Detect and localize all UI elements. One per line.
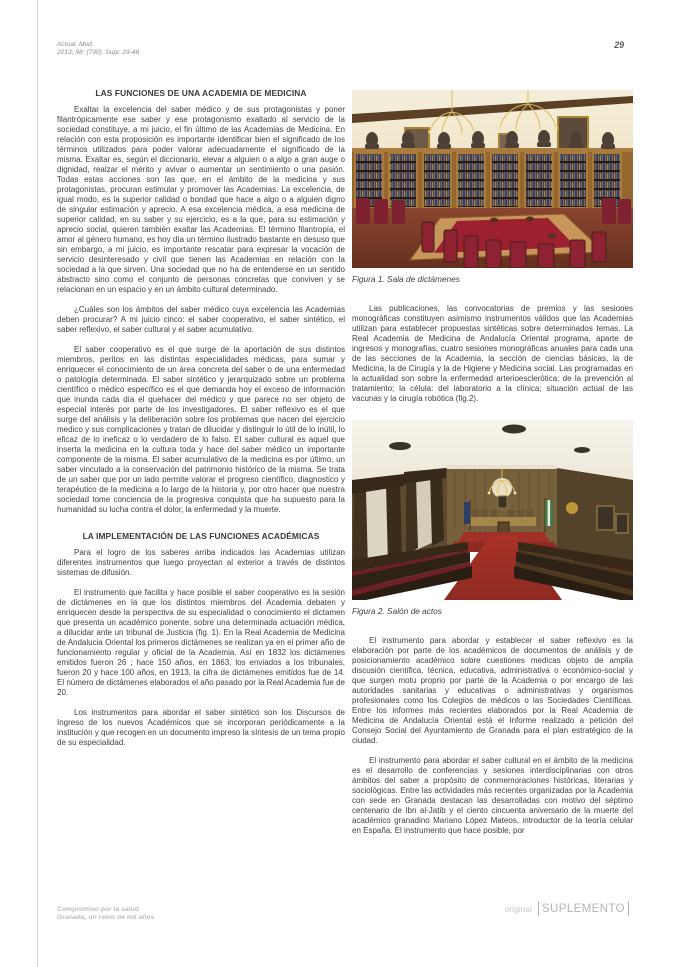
figure-2 <box>352 420 633 616</box>
paragraph: El instrumento para abordar y establecer el saber reflexivo es la elaboración por parte de los académicos de documentos de análisis y de posicionamiento académico sobre cuestiones medicas objeto de amplia discusión científica, técnica, educativa, administrativa o económico-social y que surgen motu proprio por parte de la Academia o por encargo de las autoridades sanitarias y educativas o administrativas y organismos profesionales como los Colegios de médicos o las Sociedades Científicas. Entre los informes más recientes elaborados por la Real Academia de Medicina de Andalucía Oriental está el Informe realizado a petición del Consejo Social del Ayuntamiento de Granada para el plan estratégico de la ciudad. <box>352 636 633 745</box>
figure1-caption: Figura 1. Sala de dictámenes <box>352 274 460 284</box>
footer-slogan <box>57 906 154 922</box>
section-title-implementacion: LA IMPLEMENTACIÓN DE LAS FUNCIONES ACADÉMICAS <box>82 531 320 541</box>
page-number: 29 <box>614 40 624 50</box>
footer-suplemento-label: SUPLEMENTO <box>541 902 625 915</box>
footer-divider-bar <box>538 901 539 916</box>
right-column <box>352 90 633 846</box>
footer-section-label <box>505 901 632 916</box>
paragraph: El instrumento para abordar el saber cultural en el ámbito de la medicina es el desarrollo de conferencias y sesiones interdisciplinarias con otros ámbitos del saber a propósito de conmemoraciones históricas, literarias y sociológicas. Entre las actividades más recientes organizadas por la Academia con sede en Granada destacan las desarrolladas con motivo del séptimo centenario de Ibn al-Jaṭib y el ciento cincuenta aniversario de la muerte del académico granadino Mariano López Mateos, introductor de la teoría celular en España. El instrumento que hace posible, por <box>352 756 633 835</box>
figure-1 <box>352 90 633 284</box>
figure2-caption: Figura 2. Salón de actos <box>352 606 442 616</box>
section-title-funciones: LAS FUNCIONES DE UNA ACADEMIA DE MEDICINA <box>95 88 307 98</box>
footer-original-label: original <box>504 903 532 914</box>
figure1-photo-sala-de-dictamenes <box>352 90 633 268</box>
journal-reference-line2: 2013; 98: (790). Supl. 29-48 <box>57 48 140 56</box>
paragraph: El instrumento que facilita y hace posible el saber cooperativo es la sesión de dictámenes en la que los distintos miembros del Academia debaten y enriquecen desde la perspectiva de su especialidad o conocimiento el dictamen que presenta un académico ponente, sobre una determinada actuación médica, a dilucidar ante un tribunal de Justicia (fig. 1). En la Real Academia de Medicina de Andalucia Oriental los primeros dictámenes se realizan ya en el primer año de funcionamiento regular y oficial de la Academia. Así en 1832 los dictámenes emitidos fueron 26 ; hace 150 años, en 1863, los enviados a los tribunales, fueron 20 y hace 100 años, en 1913, la cifra de dictámenes emitidos fue de 14. El número de dictámenes elaborados el año pasado por la Real Academia fue de 20. <box>57 588 345 697</box>
paragraph: Exaltar la excelencia del saber médico y de sus protagonistas y poner filantrópicamente ese saber y ese protagonismo exaltado al servicio de la sociedad constituye, a mi juicio, el fin último de las Academias de Medicina. En relación con esta proposición es importante identificar bien el significado de los términos utilizados para poder valorar adecuadamente el significado de la misma. Exaltar es, según el diccionario, elevar a alguien o a algo a gran auge o dignidad, realzar el mérito y avivar o aumentar un sentimiento o una pasión. Todas estas acciones son las que, en el ámbito de la medicina y sus protagonistas, procuran estimular y promover las Academias. La excelencia, de igual modo, es la superior calidad o bondad que hace a algo o a alguien digno de singular estimación y aprecio. A esa excelencia médica, a esa medicina de superior calidad, en su saber y su ejercicio, es a la que, para su estimación y aprecio social, quieren también exaltar las Academias. El término filantropía, el amor al género humano, es hoy día un término ilustrado bastante en desuso que sin embargo, a mi juicio, es importante rescatar para expresar la vocación de servicio desinteresado y civil que tienen las Academias en relación con la sociedad a la que sirven. Una sociedad que no ha de entenderse en un sentido abstracto sino como el conjunto de personas concretas que conviven y se relacionan en un espacio y en un ámbito cultural determinado. <box>57 105 345 294</box>
footer-slogan-line2: Granada, un reino de mil años <box>57 914 155 921</box>
paragraph: Las publicaciones, las convocatorias de premios y las sesiones monográficas constituyen asimismo instrumentos válidos que las Academias utilizan para establecer propuestas sintéticas sobre determinados temas. La Real Academia de Medicina de Andalucía Oriental programa, aparte de ingresos y monografías, cuatro sesiones monográficas anuales para cada una de las secciones de la Academia, la sección de ciencias básicas, la de Medicina, la de Cirugía y la de Higiene y Medicina social. Las programadas en la actualidad son sobre la enfermedad arterioesclerótica: de la prevención al tratamiento; la célula: del laboratorio a la clínica; situación actual de las vacunas y la cirugía robótica (fig.2). <box>352 304 633 403</box>
journal-reference-line1: Actual. Med. <box>57 41 94 48</box>
paragraph: El saber cooperativo es el que surge de la aportación de sus distintos miembros, peritos en las distintas especialidades médicas, para sumar y enriquecer el conocimiento de un área concreta del saber o de una enfermedad o patología determinada. El saber sintético y jerarquizado sobre un problema científico o médico específico es el que demanda hoy el exceso de información que inunda cada día el quehacer del médico y que parece no ser objeto de especial interés por parte de los investigadores. El saber reflexivo es el que surge del análisis y la deliberación sobre los problemas que nacen del ejercicio medico y sus complicaciones y tratan de dilucidar y distinguir lo útil de lo inútil, lo eficaz de lo ineficaz o lo verdadero de lo falso. El saber cultural es aquel que inserta la medicina en la cultura toda y hace del saber médico un importante componente de la misma. El saber acumulativo de la medicina es por último, un saber vinculado a la conservación del patrimonio histórico de la misma. Se trata de un saber que por un lado permite valorar el progreso científico, diagnostico y terapéutico de la medicina a lo largo de la historia y, por otro hacer que nuestra sociedad tome conciencia de la progresiva conquista que ha supuesto para la humanidad su lucha contra el dolor, la enfermedad y la muerte. <box>57 345 345 514</box>
left-column <box>57 88 345 758</box>
page-edge-line <box>37 0 38 967</box>
figure2-photo-salon-de-actos <box>352 420 633 600</box>
paragraph: Para el logro de los saberes arriba indicados las Academias utilizan diferentes instrumentos que luego proyectan al exterior a través de distintos sistemas de difusión. <box>57 548 345 577</box>
paragraph: Los instrumentos para abordar el saber sintético son los Discursos de Ingreso de los nuevos Académicos que se incorporan periódicamente a la institución y que recogen en un documento impreso la síntesis de un tema propio de su especialidad. <box>57 708 345 747</box>
journal-reference <box>57 41 139 56</box>
footer-divider-bar <box>628 901 629 916</box>
paragraph: ¿Cuáles son los ámbitos del saber médico cuya excelencia las Academias deben procurar? A mi juicio cinco: el saber cooperativo, el saber sintético, el saber reflexivo, el saber cultural y el saber acumulativo. <box>57 305 345 334</box>
footer-slogan-line1: Compromiso por la salud <box>57 906 139 913</box>
